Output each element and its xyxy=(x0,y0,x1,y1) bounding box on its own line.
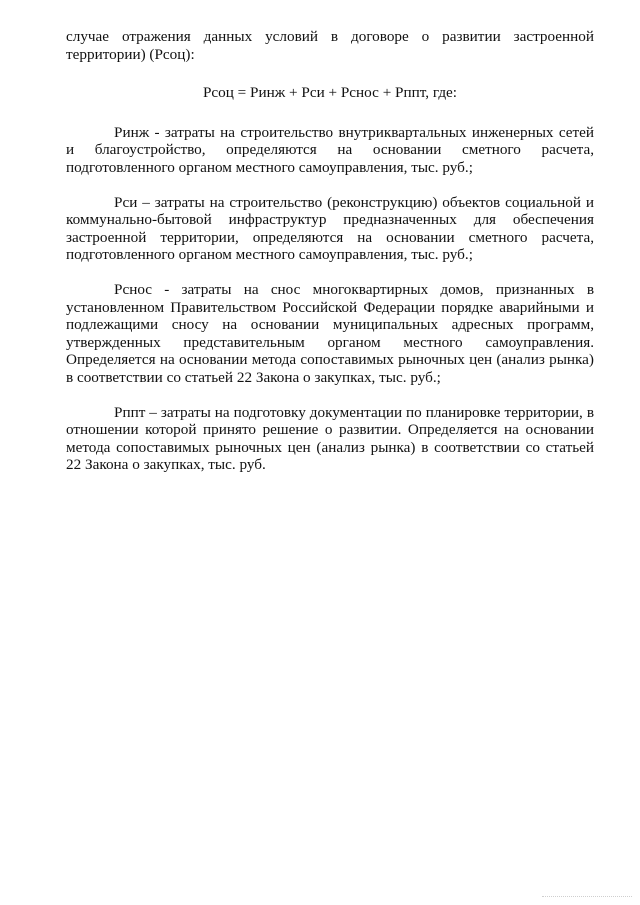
paragraph-rsi: Рси – затраты на строительство (реконструкцию) объектов социальной и коммунально-бытовой инфраструктур предназначенных для обеспечения застроенной территории, определяются на основании сметного расчета, подготовленного органом местного самоуправления, тыс. руб.; xyxy=(66,193,594,264)
paragraph-rinzh: Ринж - затраты на строительство внутриквартальных инженерных сетей и благоустройство, определяются на основании сметного расчета, подготовленного органом местного самоуправления, тыс. руб.; xyxy=(66,123,594,176)
cost-formula: Рсоц = Ринж + Рси + Рснос + Рппт, где: xyxy=(202,84,458,102)
paragraph-spacer xyxy=(66,177,594,194)
scan-artifact xyxy=(542,896,632,901)
paragraph-rppt: Рппт – затраты на подготовку документации по планировке территории, в отношении которой принято решение о развитии. Определяется на основании метода сопоставимых рыночных цен (анализ рынка) в соответствии со статьей 22 Закона о закупках, тыс. руб. xyxy=(66,403,594,474)
paragraph-spacer xyxy=(66,264,594,281)
paragraph-spacer xyxy=(66,387,594,404)
paragraph-rsnos: Рснос - затраты на снос многоквартирных домов, признанных в установленном Правительством Российской Федерации порядке аварийными и подлежащими сносу на основании муниципальных адресных программ, утвержденных представительным органом местного самоуправления. Определяется на основании метода сопоставимых рыночных цен (анализ рынка) в соответствии со статьей 22 Закона о закупках, тыс. руб.; xyxy=(66,280,594,386)
document-page xyxy=(66,28,594,474)
intro-text: случае отражения данных условий в договоре о развитии застроенной территории) (Рсоц): xyxy=(66,28,594,63)
